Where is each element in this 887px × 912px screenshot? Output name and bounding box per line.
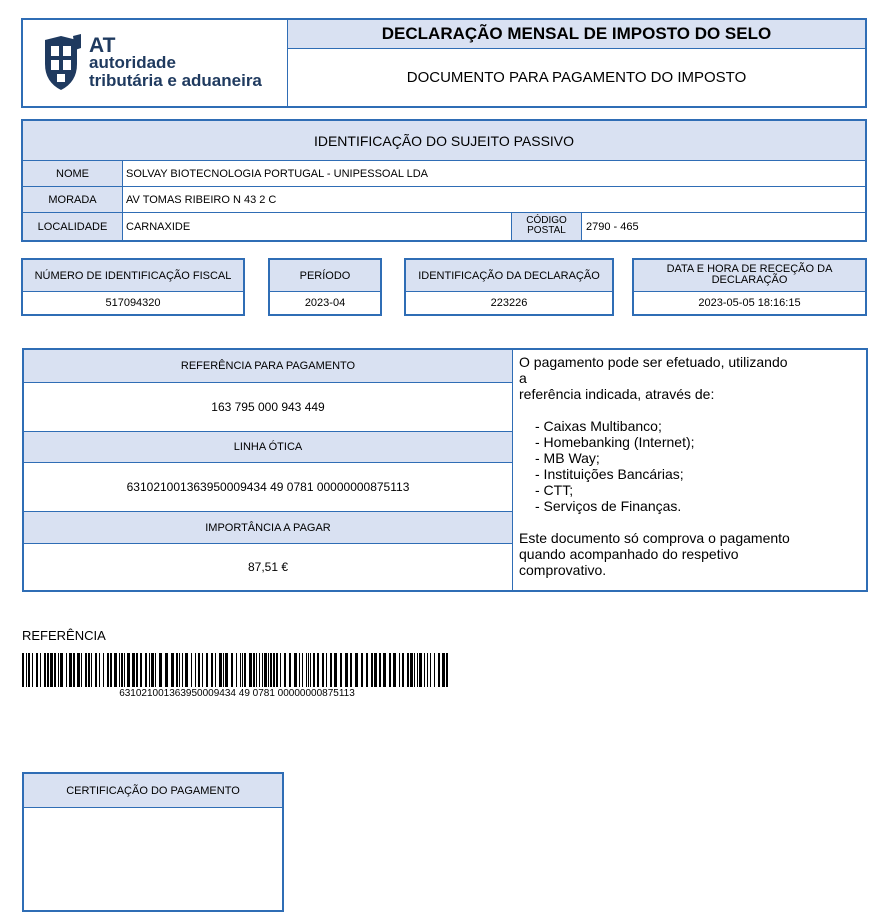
barcode-bar	[322, 653, 324, 687]
barcode-bar	[140, 653, 142, 687]
barcode-bar	[127, 653, 130, 687]
barcode-bar	[371, 653, 373, 687]
sujeito-box	[21, 119, 867, 242]
barcode-bar	[211, 653, 213, 687]
barcode-bar	[393, 653, 396, 687]
note-line-3: comprovativo.	[519, 562, 607, 578]
barcode-bar	[280, 653, 281, 687]
barcode-bar	[28, 653, 30, 687]
barcode-bar	[81, 653, 82, 687]
barcode-bar	[47, 653, 49, 687]
barcode-bar	[345, 653, 348, 687]
barcode-bar	[244, 653, 246, 687]
list-item: - Instituições Bancárias;	[535, 466, 684, 482]
barcode-bar	[195, 653, 196, 687]
barcode-number: 631021001363950009434 49 0781 00000000875113	[119, 688, 355, 699]
barcode-bar	[22, 653, 24, 687]
barcode	[22, 653, 452, 687]
barcode-bar	[60, 653, 63, 687]
importancia-label: IMPORTÂNCIA A PAGAR	[24, 512, 512, 543]
barcode-bar	[294, 653, 297, 687]
sujeito-section-title: IDENTIFICAÇÃO DO SUJEITO PASSIVO	[23, 121, 865, 160]
payment-methods-list	[519, 418, 859, 514]
at-logo	[41, 32, 271, 94]
certificacao-title: CERTIFICAÇÃO DO PAGAMENTO	[24, 774, 282, 807]
note-line-1: Este documento só comprova o pagamento	[519, 530, 790, 546]
barcode-bar	[302, 653, 303, 687]
barcode-bar	[414, 653, 415, 687]
barcode-bar	[124, 653, 125, 687]
barcode-bar	[225, 653, 228, 687]
nif-label: NÚMERO DE IDENTIFICAÇÃO FISCAL	[23, 260, 243, 291]
barcode-bar	[179, 653, 180, 687]
list-item: - CTT;	[535, 482, 574, 498]
barcode-bar	[242, 653, 243, 687]
barcode-bar	[299, 653, 300, 687]
barcode-bar	[151, 653, 154, 687]
barcode-bar	[198, 653, 200, 687]
barcode-bar	[231, 653, 233, 687]
barcode-bar	[350, 653, 352, 687]
barcode-bar	[308, 653, 309, 687]
list-item: - Serviços de Finanças.	[535, 498, 682, 514]
nif-box	[21, 258, 245, 316]
barcode-bar	[326, 653, 327, 687]
barcode-bar	[284, 653, 286, 687]
barcode-bar	[430, 653, 431, 687]
nome-value: SOLVAY BIOTECNOLOGIA PORTUGAL - UNIPESSOAL LDA	[126, 167, 428, 180]
barcode-bar	[182, 653, 183, 687]
barcode-bar	[355, 653, 358, 687]
barcode-bar	[253, 653, 255, 687]
barcode-bar	[132, 653, 135, 687]
note-line-2: quando acompanhado do respetivo	[519, 546, 739, 562]
barcode-bar	[176, 653, 178, 687]
barcode-bar	[268, 653, 269, 687]
barcode-bar	[219, 653, 222, 687]
localidade-label: LOCALIDADE	[23, 213, 122, 240]
barcode-bar	[69, 653, 72, 687]
barcode-bar	[103, 653, 104, 687]
data-box	[632, 258, 867, 316]
barcode-bar	[91, 653, 92, 687]
barcode-bar	[185, 653, 188, 687]
barcode-bar	[410, 653, 413, 687]
codigo-postal-value: 2790 - 465	[586, 220, 639, 233]
barcode-bar	[262, 653, 263, 687]
barcode-bar	[32, 653, 33, 687]
barcode-bar	[236, 653, 237, 687]
barcode-bar	[191, 653, 192, 687]
barcode-bar	[159, 653, 162, 687]
barcode-bar	[240, 653, 241, 687]
info-line-1: O pagamento pode ser efetuado, utilizando	[519, 354, 788, 370]
declaracao-box	[404, 258, 614, 316]
linha-otica-label: LINHA ÓTICA	[24, 432, 512, 462]
barcode-bar	[155, 653, 156, 687]
localidade-value: CARNAXIDE	[126, 220, 191, 233]
barcode-bar	[399, 653, 400, 687]
barcode-bar	[40, 653, 41, 687]
barcode-bar	[54, 653, 56, 687]
barcode-bar	[249, 653, 252, 687]
barcode-bar	[264, 653, 267, 687]
periodo-value: 2023-04	[304, 297, 346, 309]
list-item: - Caixas Multibanco;	[535, 418, 662, 434]
document-subtitle: DOCUMENTO PARA PAGAMENTO DO IMPOSTO	[406, 69, 747, 86]
barcode-bar	[340, 653, 342, 687]
importancia-value: 87,51 €	[247, 560, 289, 574]
barcode-bar	[95, 653, 97, 687]
logo-line1: autoridade	[89, 53, 176, 72]
info-line-2: a	[519, 370, 527, 386]
barcode-bar	[417, 653, 418, 687]
barcode-bar	[273, 653, 275, 687]
barcode-bar	[442, 653, 445, 687]
barcode-bar	[330, 653, 332, 687]
barcode-bar	[306, 653, 307, 687]
referencia-value: 163 795 000 943 449	[211, 400, 325, 414]
barcode-bar	[119, 653, 120, 687]
payment-info	[519, 354, 859, 578]
barcode-bar	[407, 653, 409, 687]
barcode-bar	[171, 653, 174, 687]
barcode-bar	[402, 653, 404, 687]
certificacao-box	[22, 772, 284, 912]
barcode-bar	[379, 653, 381, 687]
barcode-bar	[50, 653, 53, 687]
barcode-bar	[256, 653, 257, 687]
barcode-bar	[77, 653, 80, 687]
barcode-bar	[276, 653, 278, 687]
barcode-bar	[121, 653, 123, 687]
barcode-bar	[99, 653, 100, 687]
barcode-bar	[145, 653, 147, 687]
info-line-3: referência indicada, através de:	[519, 386, 715, 402]
barcode-bar	[165, 653, 168, 687]
barcode-bar	[270, 653, 272, 687]
barcode-bar	[110, 653, 112, 687]
periodo-label: PERÍODO	[270, 260, 380, 291]
barcode-bar	[223, 653, 224, 687]
barcode-bar	[26, 653, 27, 687]
note	[519, 530, 859, 578]
barcode-bar	[202, 653, 203, 687]
list-item: - Homebanking (Internet);	[535, 434, 695, 450]
barcode-bar	[334, 653, 337, 687]
morada-label: MORADA	[23, 187, 122, 212]
pagamento-box	[22, 348, 868, 592]
barcode-bar	[434, 653, 435, 687]
barcode-bar	[438, 653, 440, 687]
barcode-bar	[58, 653, 59, 687]
barcode-bar	[206, 653, 208, 687]
barcode-bar	[215, 653, 216, 687]
morada-value: AV TOMAS RIBEIRO N 43 2 C	[126, 193, 277, 206]
barcode-bar	[317, 653, 319, 687]
barcode-bar	[374, 653, 377, 687]
barcode-bar	[73, 653, 75, 687]
barcode-bar	[88, 653, 90, 687]
at-shield-icon	[41, 34, 81, 92]
barcode-bar	[366, 653, 368, 687]
data-label: DATA E HORA DE RECEÇÃO DA DECLARAÇÃO	[634, 260, 865, 291]
barcode-label: REFERÊNCIA	[22, 628, 106, 643]
logo-at-text: AT	[89, 34, 116, 57]
referencia-label: REFERÊNCIA PARA PAGAMENTO	[24, 350, 512, 382]
barcode-bar	[36, 653, 38, 687]
barcode-bar	[44, 653, 46, 687]
barcode-bar	[389, 653, 391, 687]
barcode-bar	[289, 653, 291, 687]
barcode-bar	[427, 653, 428, 687]
barcode-bar	[136, 653, 138, 687]
logo-line2: tributária e aduaneira	[89, 71, 262, 90]
periodo-box	[268, 258, 382, 316]
barcode-bar	[419, 653, 422, 687]
data-value: 2023-05-05 18:16:15	[698, 297, 801, 309]
declaracao-value: 223226	[490, 297, 528, 309]
barcode-bar	[85, 653, 87, 687]
nif-value: 517094320	[105, 297, 161, 309]
barcode-bar	[114, 653, 117, 687]
barcode-bar	[424, 653, 425, 687]
linha-otica-value: 631021001363950009434 49 0781 00000000875113	[126, 480, 410, 494]
barcode-bar	[66, 653, 67, 687]
barcode-bar	[446, 653, 448, 687]
header-box	[21, 18, 867, 108]
barcode-bar	[313, 653, 315, 687]
barcode-bar	[149, 653, 150, 687]
barcode-bar	[259, 653, 260, 687]
barcode-bar	[361, 653, 363, 687]
codigo-postal-label: CÓDIGO POSTAL	[512, 213, 581, 240]
declaracao-label: IDENTIFICAÇÃO DA DECLARAÇÃO	[406, 260, 612, 291]
barcode-bar	[383, 653, 386, 687]
list-item: - MB Way;	[535, 450, 600, 466]
document-title: DECLARAÇÃO MENSAL DE IMPOSTO DO SELO	[381, 24, 772, 43]
barcode-bar	[107, 653, 109, 687]
barcode-bar	[310, 653, 311, 687]
nome-label: NOME	[23, 161, 122, 186]
